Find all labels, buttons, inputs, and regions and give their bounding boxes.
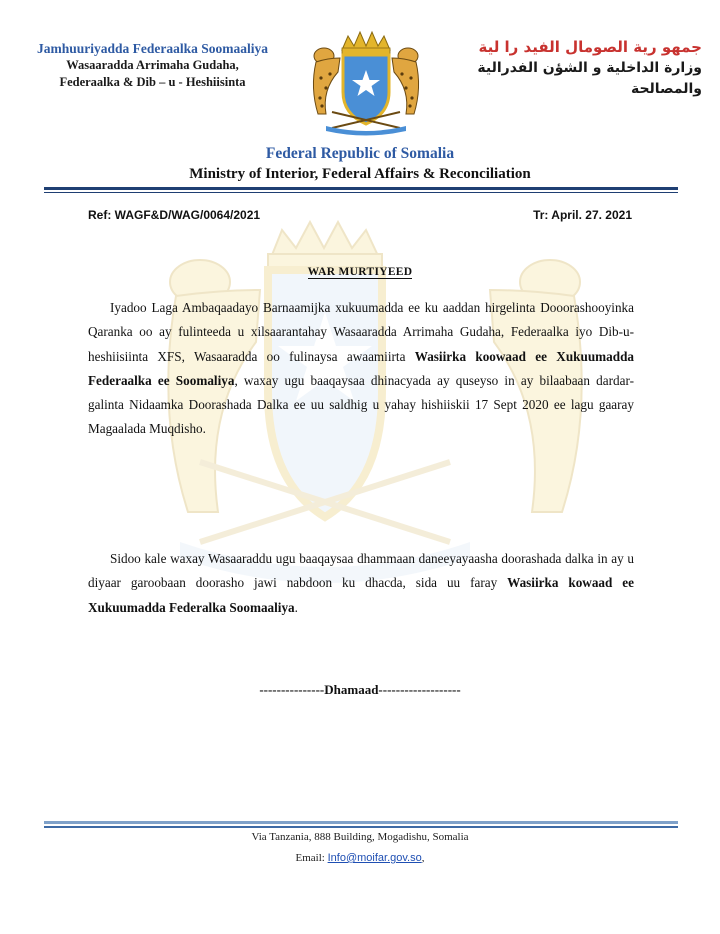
- p2-text-b: .: [294, 599, 298, 615]
- subject-heading: [0, 262, 720, 280]
- header-republic-somali: Jamhuuriyadda Federaalka Soomaaliya: [36, 41, 269, 56]
- reference-number: Ref: WAGF&D/WAG/0064/2021: [88, 208, 261, 222]
- header-divider-thin: [44, 192, 678, 193]
- header-arabic: [452, 36, 702, 100]
- subject-text: WAR MURTIYEED: [307, 266, 413, 278]
- header-ministry-somali: Wasaaradda Arrimaha Gudaha,: [66, 58, 239, 72]
- p2-text-bold: Wasiirka kowaad ee Xukuumadda Federalka Soomaaliya: [88, 575, 634, 615]
- document-title: [0, 144, 720, 184]
- p1-text-b: , waxay ugu baaqaysaa dhinacyada ay quseyso in ay bilaabaan dardar-galinta Nidaamka Doorashada Dalka ee uu saldhig u yahay hishiiskii 17 Sept 2020 ee lagu gaaray Magaalada Muqdisho.: [88, 372, 634, 437]
- p1-text-bold: Wasiirka koowaad ee Xukuumadda Federaalka ee Soomaliya: [88, 348, 634, 388]
- header-ministry-somali-2: Federaalka & Dib – u - Heshiisinta: [59, 75, 246, 89]
- title-ministry: Ministry of Interior, Federal Affairs & Reconciliation: [189, 166, 531, 182]
- footer-divider-dark: [44, 826, 678, 828]
- email-link[interactable]: Info@moifar.gov.so: [327, 852, 422, 864]
- footer-address: Via Tanzania, 888 Building, Mogadishu, Somalia: [251, 831, 469, 843]
- header-somali: [10, 40, 295, 91]
- body-paragraph-2: [88, 547, 634, 620]
- body-paragraph-1: [88, 296, 634, 442]
- email-suffix: ,: [421, 852, 425, 864]
- somalia-coat-of-arms-icon: [296, 28, 436, 138]
- header-ministry-arabic: وزارة الداخلية و الشؤن الفدرالية: [477, 60, 702, 76]
- header-divider: [44, 187, 678, 190]
- header-ministry-arabic-2: والمصالحة: [630, 81, 702, 97]
- title-republic: Federal Republic of Somalia: [265, 145, 455, 162]
- footer-email: [0, 852, 720, 864]
- email-label: Email:: [295, 852, 328, 864]
- footer-divider: [44, 821, 678, 824]
- document-date: Tr: April. 27. 2021: [533, 208, 632, 222]
- p1-text-a: Iyadoo Laga Ambaqaadayo Barnaamijka xukuumadda ee ku aaddan hirgelinta Dooorashooyinka Qaranka oo ay fulinteeda u xilsaarantahay Wasaaradda Arrimaha Gudaha, Federaalka iyo Dib-u-heshiisiinta XFS, Wasaaradda oo fulinaysa awaamiirta: [88, 300, 634, 364]
- header-republic-arabic: جمهو رية الصومال الفيد را لية: [478, 38, 702, 56]
- closing-line: ---------------Dhamaad-------------------: [259, 682, 461, 697]
- p2-text-a: Sidoo kale waxay Wasaaraddu ugu baaqaysaa dhammaan daneeyayaasha doorashada dalka in ay u diyaar garoobaan doorasho jawi nabdoon ku dhacda, sida uu faray: [88, 551, 634, 591]
